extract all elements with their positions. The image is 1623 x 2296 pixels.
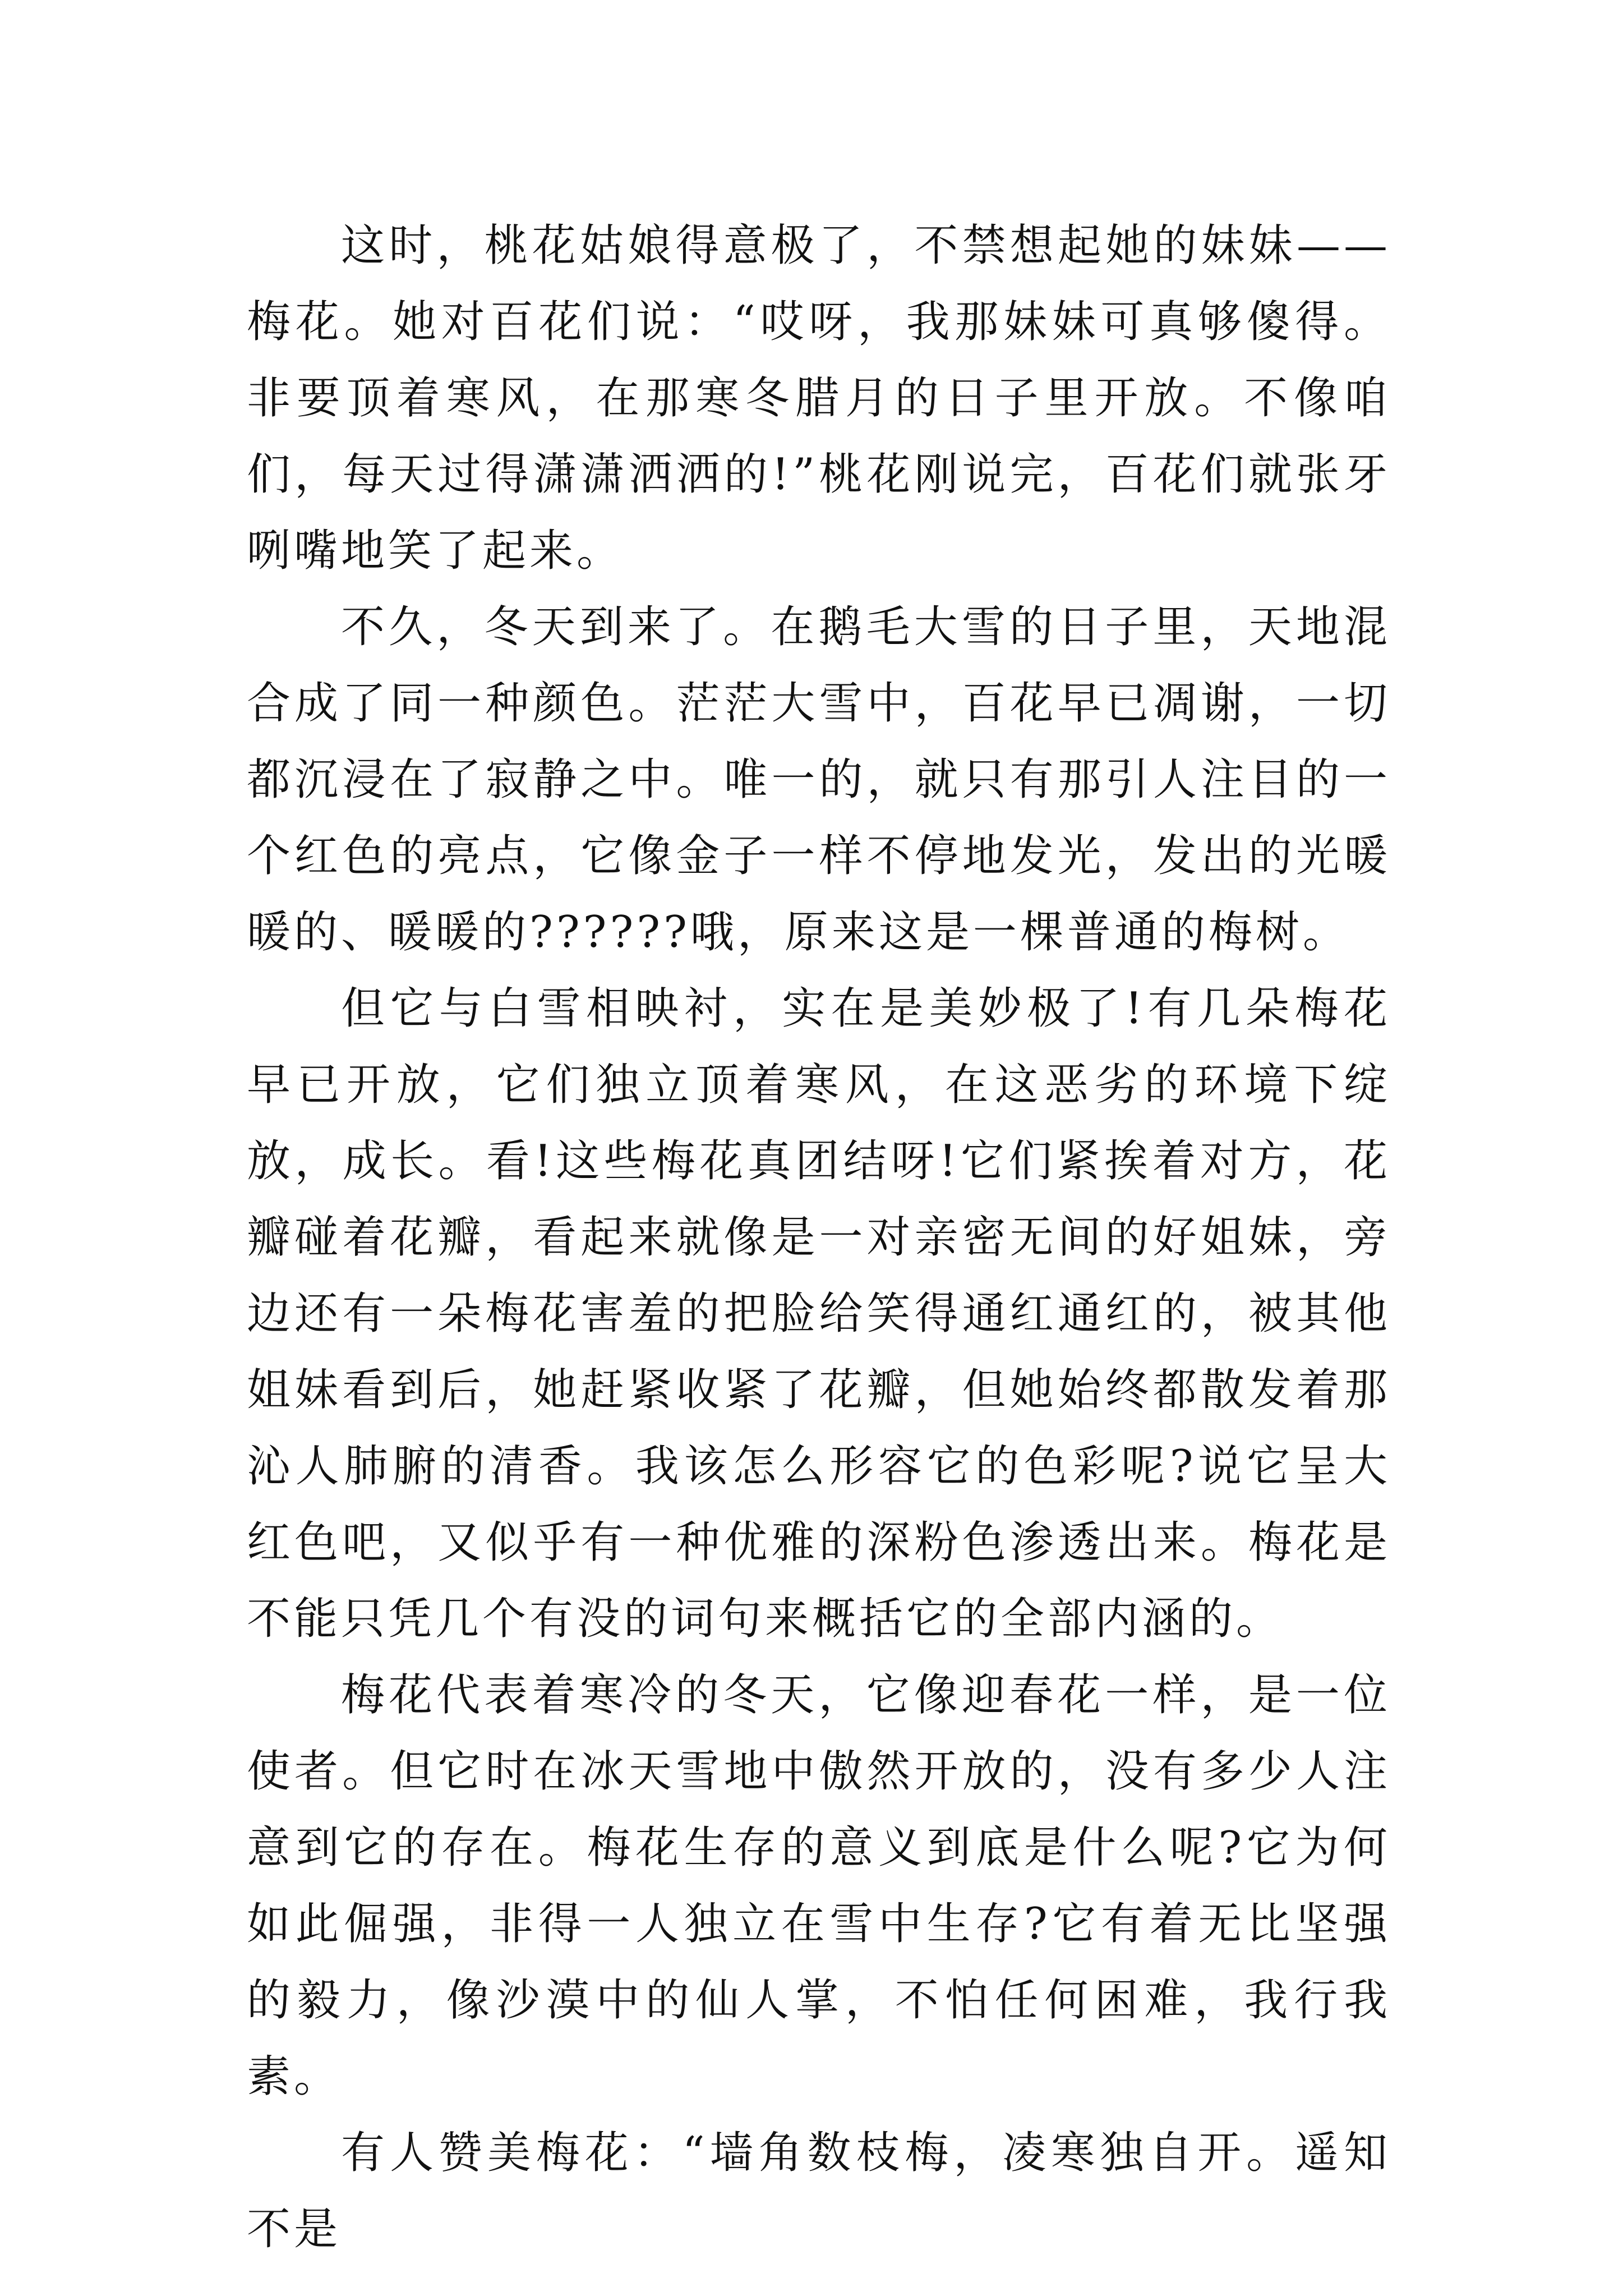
- paragraph-plum-meaning: 梅花代表着寒冷的冬天，它像迎春花一样，是一位使者。但它时在冰天雪地中傲然开放的，没有多少人注意到它的存在。梅花生存的意义到底是什么呢?它为何如此倔强，非得一人独立在雪中生存?它有着无比坚强的毅力，像沙漠中的仙人掌，不怕任何困难，我行我素。: [247, 1670, 1391, 2102]
- paragraph-plum-beauty: 但它与白雪相映衬，实在是美妙极了!有几朵梅花早已开放，它们独立顶着寒风，在这恶劣的环境下绽放，成长。看!这些梅花真团结呀!它们紧挨着对方，花瓣碰着花瓣，看起来就像是一对亲密无间的好姐妹，旁边还有一朵梅花害羞的把脸给笑得通红通红的，被其他姐妹看到后，她赶紧收紧了花瓣，但她始终都散发着那沁人肺腑的清香。我该怎么形容它的色彩呢?说它呈大红色吧，又似乎有一种优雅的深粉色渗透出来。梅花是不能只凭几个有没的词句来概括它的全部内涵的。: [247, 983, 1391, 1644]
- paragraph-poem-intro: 有人赞美梅花：“墙角数枝梅，凌寒独自开。遥知不是: [247, 2128, 1391, 2254]
- body-text: [247, 208, 1391, 2267]
- paragraph-winter-arrives: 不久，冬天到来了。在鹅毛大雪的日子里，天地混合成了同一种颜色。茫茫大雪中，百花早已凋谢，一切都沉浸在了寂静之中。唯一的，就只有那引人注目的一个红色的亮点，它像金子一样不停地发光，发出的光暖暖的、暖暖的??????哦，原来这是一棵普通的梅树。: [247, 602, 1391, 958]
- paragraph-peach-blossom-boast: 这时，桃花姑娘得意极了，不禁想起她的妹妹——梅花。她对百花们说：“哎呀，我那妹妹可真够傻得。非要顶着寒风，在那寒冬腊月的日子里开放。不像咱们，每天过得潇潇洒洒的!”桃花刚说完，百花们就张牙咧嘴地笑了起来。: [247, 220, 1391, 576]
